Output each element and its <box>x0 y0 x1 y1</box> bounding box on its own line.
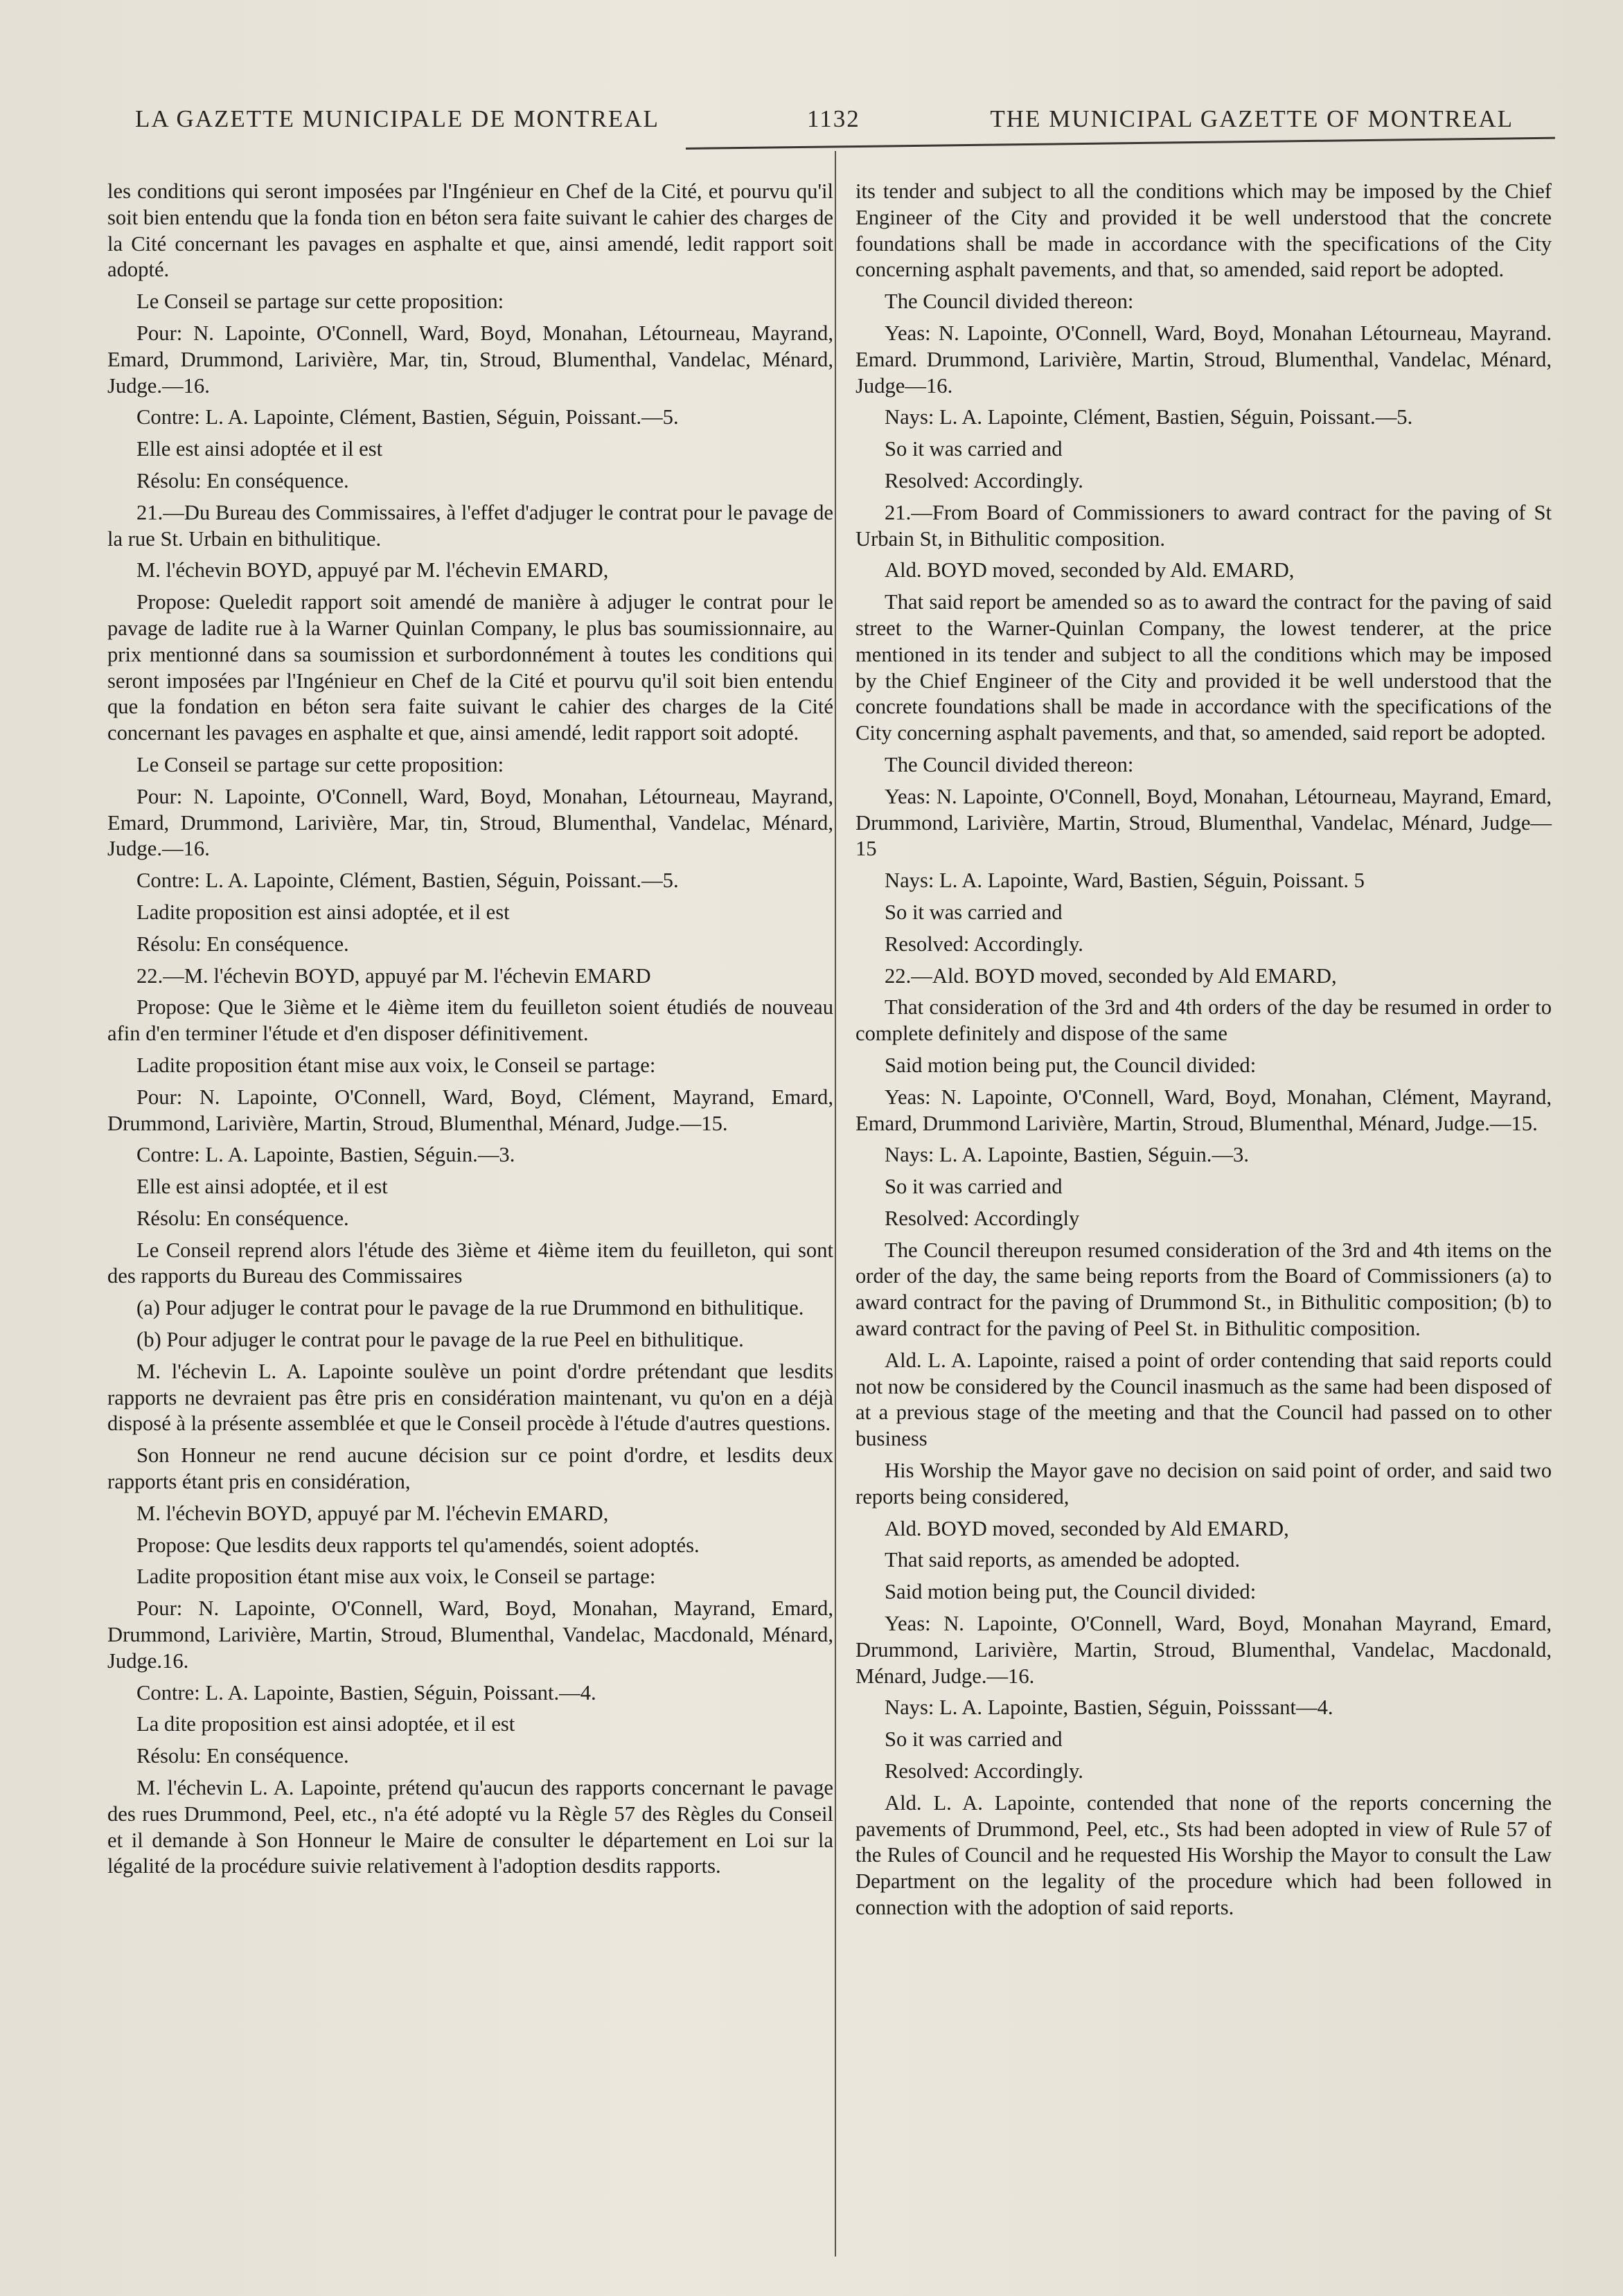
page-number: 1132 <box>807 105 860 132</box>
french-paragraph: (b) Pour adjuger le contrat pour le pavage de la rue Peel en bithulitique. <box>136 1328 744 1352</box>
english-paragraph: Resolved: Accordingly <box>885 1206 1080 1230</box>
english-paragraph: Nays: L. A. Lapointe, Bastien, Séguin, Poisssant—4. <box>885 1696 1333 1720</box>
french-paragraph: Contre: L. A. Lapointe, Clément, Bastien, Séguin, Poissant.—5. <box>136 869 679 893</box>
french-paragraph: Ladite proposition étant mise aux voix, le Conseil se partage: <box>136 1053 656 1077</box>
english-paragraph: Yeas: N. Lapointe, O'Connell, Ward, Boyd, Monahan, Clément, Mayrand, Emard, Drummond Larivière, Martin, Stroud, Blumenthal, Ménard, Judge.—15. <box>855 1085 1552 1135</box>
header-english-title: THE MUNICIPAL GAZETTE OF MONTREAL <box>990 105 1514 132</box>
english-paragraph: So it was carried and <box>885 1727 1063 1752</box>
french-column <box>107 179 833 1885</box>
english-paragraph: 21.—From Board of Commissioners to award contract for the paving of St Urbain St, in Bithulitic composition. <box>855 500 1552 551</box>
english-paragraph: its tender and subject to all the conditions which may be imposed by the Chief Engineer of the City and provided it be well understood that the concrete foundations shall be made in accordance with the specifications of the City concerning asphalt pavements, and that, so amended, said report be adopted. <box>855 179 1552 282</box>
english-paragraph: That said reports, as amended be adopted. <box>885 1548 1241 1572</box>
english-paragraph: The Council thereupon resumed consideration of the 3rd and 4th items on the order of the day, the same being reports from the Board of Commissioners (a) to award contract for the paving of Drummond St., in Bithulitic composition; (b) to award contract for the paving of Peel St. in Bithulitic composition. <box>855 1238 1552 1341</box>
header-french-title: LA GAZETTE MUNICIPALE DE MONTREAL <box>135 105 659 132</box>
french-paragraph: Résolu: En conséquence. <box>136 468 349 492</box>
french-paragraph: Ladite proposition étant mise aux voix, le Conseil se partage: <box>136 1565 656 1589</box>
english-paragraph: 22.—Ald. BOYD moved, seconded by Ald EMARD, <box>885 963 1337 988</box>
french-paragraph: Elle est ainsi adoptée et il est <box>136 437 383 461</box>
column-divider <box>835 151 836 2257</box>
english-paragraph: Yeas: N. Lapointe, O'Connell, Ward, Boyd, Monahan Létourneau, Mayrand. Emard. Drummond, Larivière, Martin, Stroud, Blumenthal, Vandelac, Ménard, Judge—16. <box>855 321 1552 398</box>
english-paragraph: Nays: L. A. Lapointe, Clément, Bastien, Séguin, Poissant.—5. <box>885 405 1413 429</box>
french-paragraph: Le Conseil se partage sur cette proposition: <box>136 752 504 776</box>
english-paragraph: Ald. L. A. Lapointe, raised a point of order contending that said reports could not now be considered by the Council inasmuch as the same had been disposed of at a previous stage of the meeting and that the Council had passed on to other business <box>855 1348 1552 1451</box>
french-paragraph: Contre: L. A. Lapointe, Bastien, Séguin, Poissant.—4. <box>136 1680 596 1705</box>
english-paragraph: That consideration of the 3rd and 4th orders of the day be resumed in order to complete definitely and dispose of the same <box>855 995 1552 1046</box>
english-paragraph: That said report be amended so as to award the contract for the paving of said street to the Warner-Quinlan Company, the lowest tenderer, at the price mentioned in its tender and subject to all the conditions which may be imposed by the Chief Engineer of the City and provided it be well understood that the concrete foundations shall be made in accordance with the specifications of the City concerning asphalt pavements, and that, so amended, said report be adopted. <box>855 590 1552 745</box>
french-paragraph: Elle est ainsi adoptée, et il est <box>136 1175 388 1199</box>
french-paragraph: Pour: N. Lapointe, O'Connell, Ward, Boyd, Monahan, Létourneau, Mayrand, Emard, Drummond, Larivière, Mar, tin, Stroud, Blumenthal, Vandelac, Ménard, Judge.—16. <box>107 321 833 398</box>
english-paragraph: Nays: L. A. Lapointe, Ward, Bastien, Séguin, Poissant. 5 <box>885 869 1365 893</box>
english-paragraph: Said motion being put, the Council divided: <box>885 1580 1257 1604</box>
french-paragraph: M. l'échevin L. A. Lapointe, prétend qu'aucun des rapports concernant le pavage des rues Drummond, Peel, etc., n'a été adopté vu la Règle 57 des Règles du Conseil et il demande à Son Honneur le Maire de consulter le département en Loi sur la légalité de la procédure suivie relativement à l'adoption desdits rapports. <box>107 1776 833 1878</box>
french-paragraph: Ladite proposition est ainsi adoptée, et il est <box>136 900 510 924</box>
french-paragraph: Contre: L. A. Lapointe, Clément, Bastien, Séguin, Poissant.—5. <box>136 405 679 429</box>
english-paragraph: Ald. L. A. Lapointe, contended that none of the reports concerning the pavements of Drummond, Peel, etc., Sts had been adopted in view of Rule 57 of the Rules of Council and he requested His Worship the Mayor to consult the Law Department on the legality of the procedure which had been followed in connection with the adoption of said reports. <box>855 1790 1552 1920</box>
english-paragraph: So it was carried and <box>885 900 1063 924</box>
french-paragraph: Le Conseil se partage sur cette proposition: <box>136 290 504 314</box>
french-paragraph: 22.—M. l'échevin BOYD, appuyé par M. l'échevin EMARD <box>136 963 651 988</box>
english-paragraph: The Council divided thereon: <box>885 752 1134 776</box>
english-paragraph: Yeas: N. Lapointe, O'Connell, Boyd, Monahan, Létourneau, Mayrand, Emard, Drummond, Larivière, Martin, Stroud, Blumenthal, Vandelac, Ménard, Judge—15 <box>855 784 1552 861</box>
french-paragraph: Pour: N. Lapointe, O'Connell, Ward, Boyd, Monahan, Mayrand, Emard, Drummond, Larivière, Martin, Stroud, Blumenthal, Vandelac, Macdonald, Ménard, Judge.16. <box>107 1596 833 1673</box>
english-paragraph: Resolved: Accordingly. <box>885 1759 1083 1783</box>
french-paragraph: M. l'échevin L. A. Lapointe soulève un point d'ordre prétendant que lesdits rapports ne devraient pas être pris en considération maintenant, vu qu'on en a déjà disposé à la présente assemblée et que le Conseil procède à l'étude d'autres questions. <box>107 1359 833 1436</box>
english-paragraph: Ald. BOYD moved, seconded by Ald EMARD, <box>885 1516 1289 1540</box>
english-column <box>855 179 1552 1927</box>
french-paragraph: Propose: Que le 3ième et le 4ième item du feuilleton soient étudiés de nouveau afin d'en terminer l'étude et d'en disposer définitivement. <box>107 995 833 1046</box>
french-paragraph: les conditions qui seront imposées par l'Ingénieur en Chef de la Cité, et pourvu qu'il soit bien entendu que la fonda tion en béton sera faite suivant le cahier des charges de la Cité concernant les pavages en asphalte et que, ainsi amendé, ledit rapport soit adopté. <box>107 179 833 282</box>
french-paragraph: 21.—Du Bureau des Commissaires, à l'effet d'adjuger le contrat pour le pavage de la rue St. Urbain en bithulitique. <box>107 500 833 551</box>
english-paragraph: So it was carried and <box>885 437 1063 461</box>
french-paragraph: Propose: Queledit rapport soit amendé de manière à adjuger le contrat pour le pavage de ladite rue à la Warner Quinlan Company, le plus bas soumissionnaire, au prix mentionné dans sa soumission et surbordonnément à toutes les conditions qui seront imposées par l'Ingénieur en Chef de la Cité et pourvu qu'il soit bien entendu que la fondation en béton sera faite suivant le cahier des charges de la Cité concernant les pavages en asphalte et que, ainsi amendé, ledit rapport soit adopté. <box>107 590 833 745</box>
page-header <box>135 105 1514 140</box>
english-paragraph: The Council divided thereon: <box>885 290 1134 314</box>
french-paragraph: La dite proposition est ainsi adoptée, et il est <box>136 1712 515 1736</box>
english-paragraph: So it was carried and <box>885 1175 1063 1199</box>
english-paragraph: Ald. BOYD moved, seconded by Ald. EMARD, <box>885 558 1295 582</box>
english-paragraph: His Worship the Mayor gave no decision on said point of order, and said two reports being considered, <box>855 1459 1552 1509</box>
english-paragraph: Yeas: N. Lapointe, O'Connell, Ward, Boyd, Monahan Mayrand, Emard, Drummond, Larivière, Martin, Stroud, Blumenthal, Vandelac, Macdonald, Ménard, Judge.—16. <box>855 1612 1552 1688</box>
french-paragraph: Pour: N. Lapointe, O'Connell, Ward, Boyd, Monahan, Létourneau, Mayrand, Emard, Drummond, Larivière, Mar, tin, Stroud, Blumenthal, Vandelac, Ménard, Judge.—16. <box>107 784 833 861</box>
french-paragraph: Propose: Que lesdits deux rapports tel qu'amendés, soient adoptés. <box>136 1533 700 1557</box>
english-paragraph: Resolved: Accordingly. <box>885 468 1083 492</box>
english-paragraph: Said motion being put, the Council divided: <box>885 1053 1257 1077</box>
french-paragraph: Résolu: En conséquence. <box>136 1206 349 1230</box>
french-paragraph: (a) Pour adjuger le contrat pour le pavage de la rue Drummond en bithulitique. <box>136 1296 804 1320</box>
french-paragraph: Le Conseil reprend alors l'étude des 3ième et 4ième item du feuilleton, qui sont des rapports du Bureau des Commissaires <box>107 1238 833 1288</box>
french-paragraph: M. l'échevin BOYD, appuyé par M. l'échevin EMARD, <box>136 1501 609 1525</box>
french-paragraph: Résolu: En conséquence. <box>136 1744 349 1768</box>
english-paragraph: Nays: L. A. Lapointe, Bastien, Séguin.—3. <box>885 1143 1249 1167</box>
french-paragraph: Son Honneur ne rend aucune décision sur ce point d'ordre, et lesdits deux rapports étant pris en considération, <box>107 1443 833 1494</box>
english-paragraph: Resolved: Accordingly. <box>885 932 1083 956</box>
french-paragraph: Résolu: En conséquence. <box>136 932 349 956</box>
french-paragraph: Pour: N. Lapointe, O'Connell, Ward, Boyd, Clément, Mayrand, Emard, Drummond, Larivière, Martin, Stroud, Blumenthal, Ménard, Judge.—15. <box>107 1085 833 1135</box>
french-paragraph: M. l'échevin BOYD, appuyé par M. l'échevin EMARD, <box>136 558 609 582</box>
french-paragraph: Contre: L. A. Lapointe, Bastien, Séguin.—3. <box>136 1143 515 1167</box>
